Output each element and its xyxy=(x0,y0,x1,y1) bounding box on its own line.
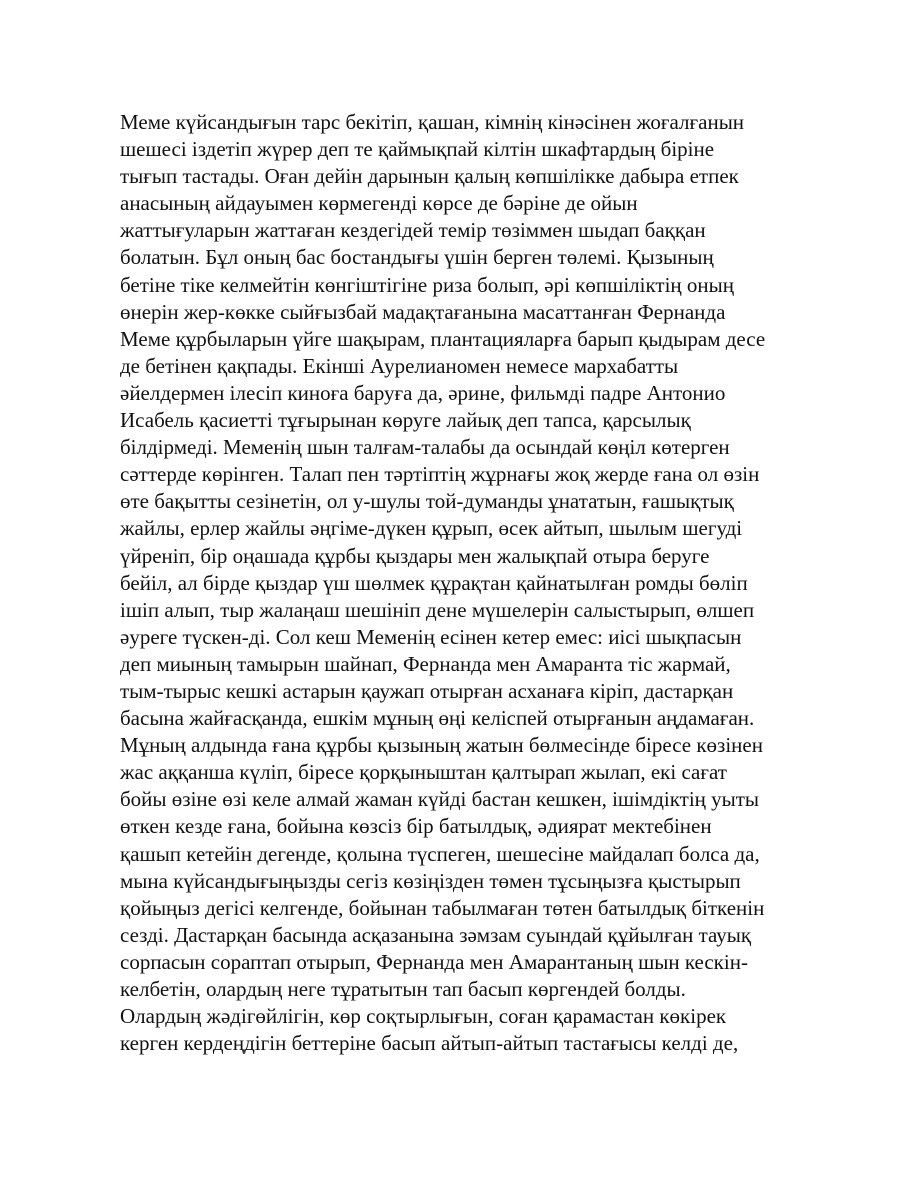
text-line: жаттығуларын жаттаған кездегідей темір төзіммен шыдап баққан xyxy=(120,218,706,243)
text-line: деп миының тамырын шайнап, Фернанда мен Амаранта тіс жармай, xyxy=(120,651,731,676)
text-line: керген кердеңдігін беттеріне басып айтып-айтып тастағысы келді де, xyxy=(120,1031,739,1056)
text-line: бойы өзіне өзі келе алмай жаман күйді бастан кешкен, ішімдіктің уыты xyxy=(120,787,760,812)
text-line: шешесі іздетіп жүрер деп те қаймықпай кілтін шкафтардың біріне xyxy=(120,137,715,162)
text-line: жас аққанша күліп, біресе қорқыныштан қалтырап жылап, екі сағат xyxy=(120,760,727,785)
text-line: өнерін жер-көкке сыйғызбай мадақтағанына масаттанған Фернанда xyxy=(120,299,726,324)
text-line: болатын. Бұл оның бас бостандығы үшін берген төлемі. Қызының xyxy=(120,245,714,270)
text-line: сорпасын сораптап отырып, Фернанда мен Амарантаның шын кескін- xyxy=(120,949,748,974)
text-line: Меме күйсандығын тарс бекітіп, қашан, кімнің кінәсінен жоғалғанын xyxy=(120,110,745,134)
text-line: тым-тырыс кешкі астарын қаужап отырған асханаға кіріп, дастарқан xyxy=(120,678,734,703)
text-line: бейіл, ал бірде қыздар үш шөлмек құрақтан қайнатылған ромды бөліп xyxy=(120,570,748,595)
text-line: бетіне тіке келмейтін көнгіштігіне риза болып, әрі көпшіліктің оның xyxy=(120,272,734,297)
text-line: Олардың жәдігөйлігін, көр соқтырлығын, соған қарамастан көкірек xyxy=(120,1004,727,1029)
text-line: басына жайғасқанда, ешкім мұның өңі келіспей отырғанын аңдамаған. xyxy=(120,706,755,731)
text-line: қойыңыз дегісі келгенде, бойынан табылмаған төтен батылдық біткенін xyxy=(120,895,765,920)
text-line: де бетінен қақпады. Екінші Аурелианомен немесе мархабатты xyxy=(120,353,679,378)
text-line: сәттерде көрінген. Талап пен тәртіптің жұрнағы жоқ жерде ғана ол өзін xyxy=(120,462,760,487)
body-text xyxy=(120,109,820,1057)
text-line: тығып тастады. Оған дейін дарынын қалың көпшілікке дабыра етпек xyxy=(120,164,739,189)
text-line: мына күйсандығыңызды сегіз көзіңізден төмен тұсыңызға қыстырып xyxy=(120,868,741,893)
text-line: Мұның алдында ғана құрбы қызының жатын бөлмесінде біресе көзінен xyxy=(120,733,763,758)
text-line: өткен кезде ғана, бойына көзсіз бір батылдық, әдиярат мектебінен xyxy=(120,814,712,839)
text-line: қашып кетейін дегенде, қолына түспеген, шешесіне майдалап болса да, xyxy=(120,841,760,866)
text-line: өте бақытты сезінетін, ол у-шулы той-думанды ұнататын, ғашықтық xyxy=(120,489,734,514)
text-line: әуреге түскен-ді. Сол кеш Меменің есінен кетер емес: иісі шықпасын xyxy=(120,624,742,649)
text-line: ішіп алып, тыр жалаңаш шешініп дене мүшелерін салыстырып, өлшеп xyxy=(120,597,755,622)
text-line: Меме құрбыларын үйге шақырам, плантацияларға барып қыдырам десе xyxy=(120,326,766,351)
text-line: үйреніп, бір оңашада құрбы қыздары мен жалықпай отыра беруге xyxy=(120,543,710,568)
text-line: келбетін, олардың неге тұратытын тап басып көргендей болды. xyxy=(120,977,686,1001)
text-line: әйелдермен ілесіп киноға баруға да, әрине, фильмді падре Антонио xyxy=(120,380,726,405)
text-line: Исабель қасиетті тұғырынан көруге лайық деп тапса, қарсылық xyxy=(120,408,691,433)
text-line: жайлы, ерлер жайлы әңгіме-дүкен құрып, өсек айтып, шылым шегуді xyxy=(120,516,743,541)
text-line: білдірмеді. Меменің шын талғам-талабы да осындай көңіл көтерген xyxy=(120,435,730,460)
text-line: сезді. Дастарқан басында асқазанына зәмзам суындай құйылған тауық xyxy=(120,922,752,947)
text-line: анасының айдауымен көрмегенді көрсе де бәріне де ойын xyxy=(120,191,638,216)
